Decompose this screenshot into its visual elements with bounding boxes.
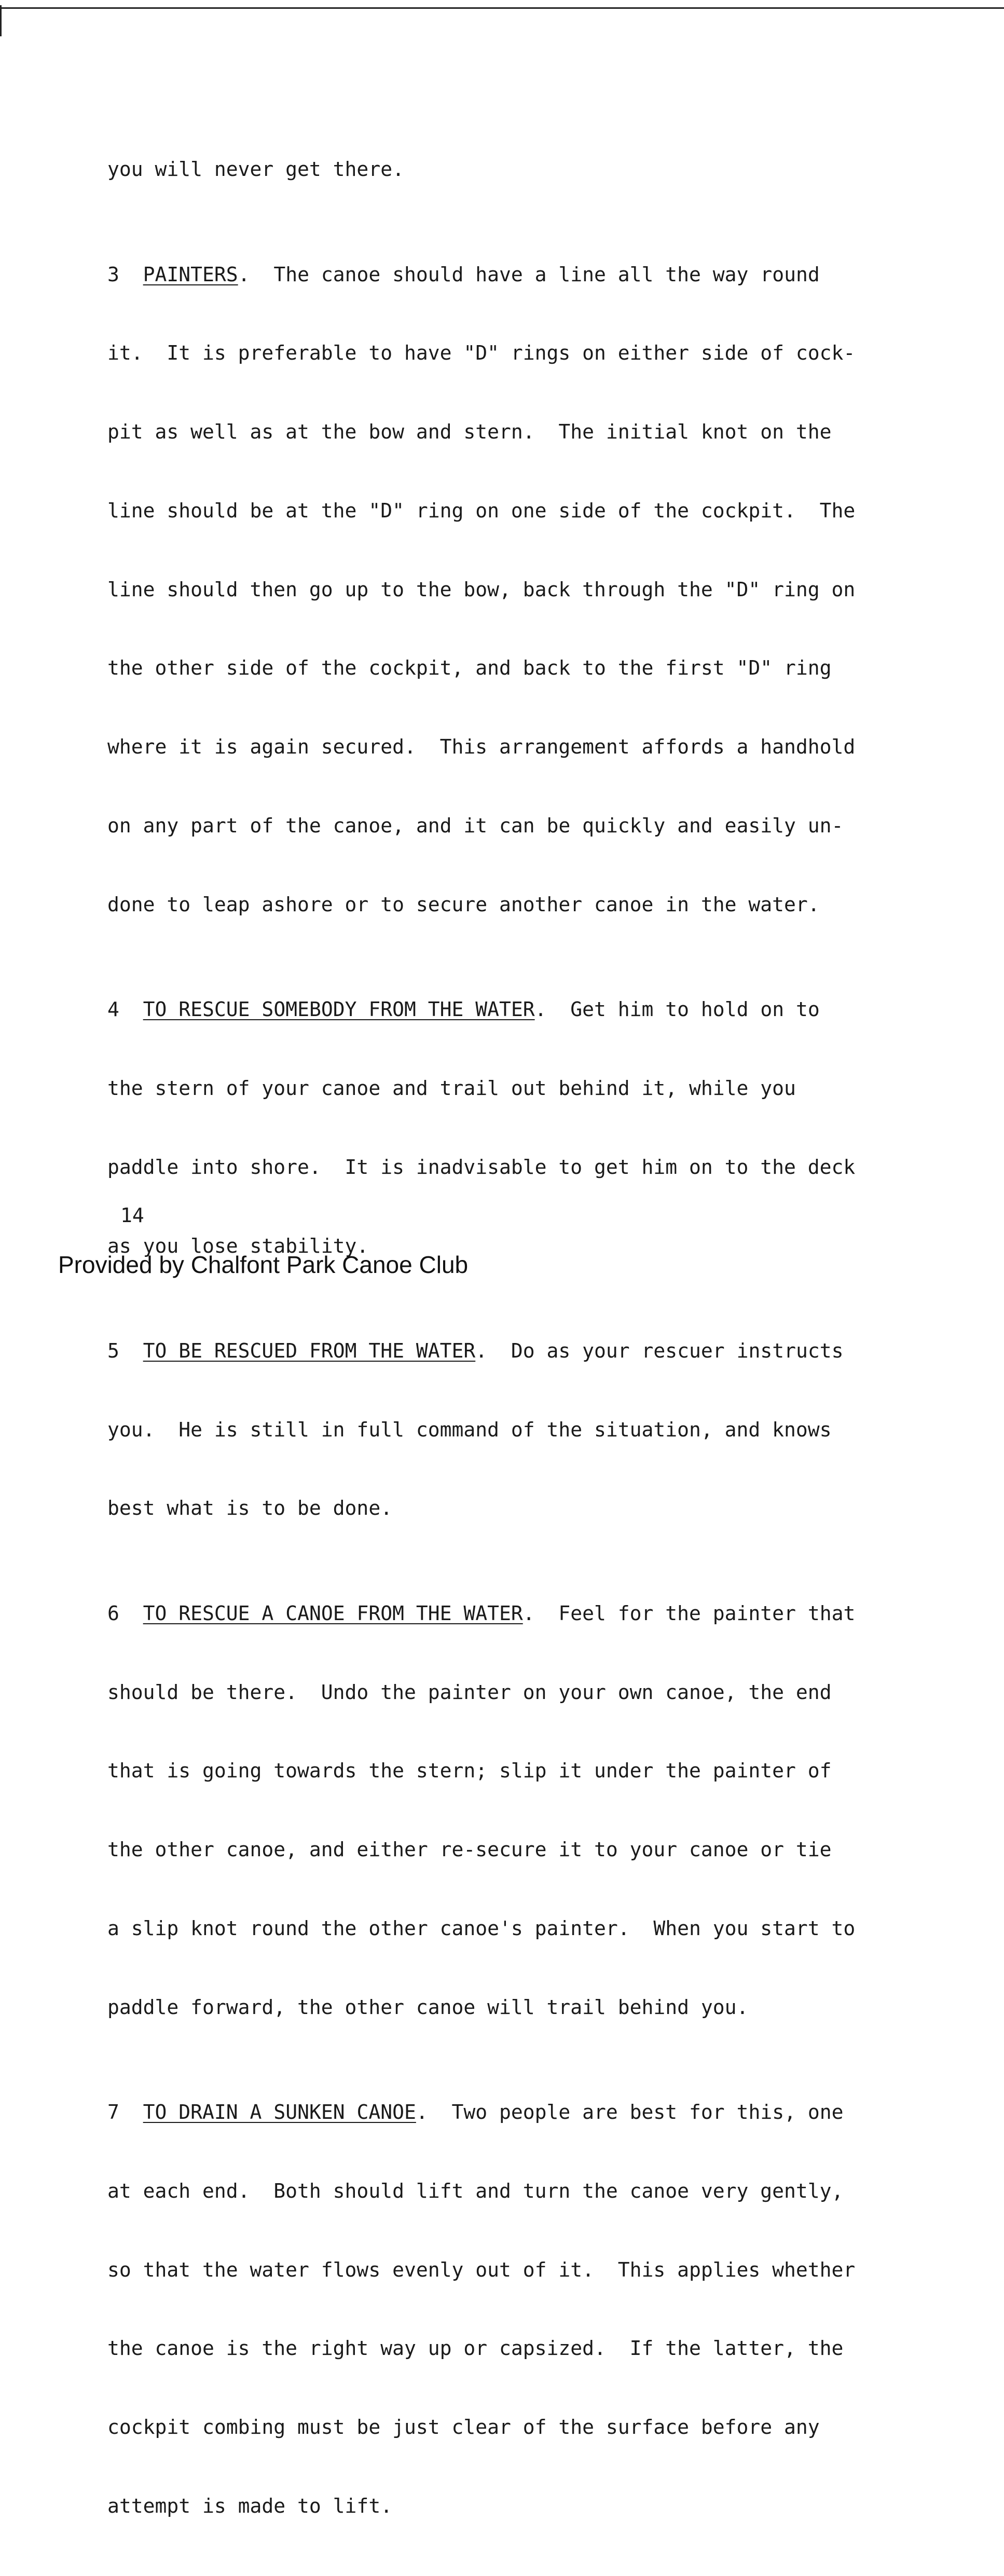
text-line: should be there. Undo the painter on your own canoe, the end xyxy=(107,1680,832,1704)
text-line: done to leap ashore or to secure another canoe in the water. xyxy=(107,893,820,916)
item-number: 6 xyxy=(107,1601,119,1625)
item-heading: PAINTERS xyxy=(143,263,238,286)
text-line: pit as well as at the bow and stern. The initial knot on the xyxy=(107,420,832,444)
item-heading: TO DRAIN A SUNKEN CANOE xyxy=(143,2101,416,2124)
text-line: the other canoe, and either re-secure it to your canoe or tie xyxy=(107,1838,832,1861)
text-line: you will never get there. xyxy=(107,158,404,181)
item-text: . Get him to hold on to xyxy=(534,998,820,1021)
text-line: the stern of your canoe and trail out behind it, while you xyxy=(107,1076,796,1100)
item-6-line xyxy=(107,1600,953,1627)
page-number: 14 xyxy=(120,1204,144,1227)
item-number: 3 xyxy=(107,263,119,286)
text-line: a slip knot round the other canoe's painter. When you start to xyxy=(107,1916,856,1940)
text-line: that is going towards the stern; slip it under the painter of xyxy=(107,1759,832,1783)
text-line: paddle forward, the other canoe will trail behind you. xyxy=(107,1995,749,2019)
text-line: so that the water flows evenly out of it. This applies whether xyxy=(107,2258,856,2281)
item-heading: TO BE RESCUED FROM THE WATER xyxy=(143,1339,476,1362)
text-line: line should then go up to the bow, back through the "D" ring on xyxy=(107,578,856,601)
item-7-line xyxy=(107,2099,953,2126)
text-line: line should be at the "D" ring on one side of the cockpit. The xyxy=(107,499,856,522)
item-text: . Do as your rescuer instructs xyxy=(475,1339,844,1362)
text-line: as you lose stability. xyxy=(107,1234,369,1257)
text-line: at each end. Both should lift and turn the canoe very gently, xyxy=(107,2179,844,2202)
item-4-line xyxy=(107,996,953,1023)
text-line: it. It is preferable to have "D" rings on either side of cock- xyxy=(107,341,856,365)
corner-mark xyxy=(0,5,7,36)
item-5-line xyxy=(107,1338,953,1364)
item-heading: TO RESCUE SOMEBODY FROM THE WATER xyxy=(143,998,535,1021)
document-body xyxy=(107,104,953,2576)
text-line: cockpit combing must be just clear of the surface before any xyxy=(107,2416,820,2439)
item-number: 7 xyxy=(107,2101,119,2124)
text-line: attempt is made to lift. xyxy=(107,2495,393,2518)
text-line: the other side of the cockpit, and back to the first "D" ring xyxy=(107,656,832,680)
item-text: . The canoe should have a line all the way round xyxy=(238,263,820,286)
item-3-line xyxy=(107,262,953,288)
top-rule xyxy=(0,0,1004,9)
item-text: . Feel for the painter that xyxy=(522,1601,856,1625)
item-number: 5 xyxy=(107,1339,119,1362)
text-line: on any part of the canoe, and it can be quickly and easily un- xyxy=(107,814,844,838)
item-heading: TO RESCUE A CANOE FROM THE WATER xyxy=(143,1601,523,1625)
item-text: . Two people are best for this, one xyxy=(416,2101,844,2124)
text-line: the canoe is the right way up or capsized. If the latter, the xyxy=(107,2337,844,2360)
text-line: best what is to be done. xyxy=(107,1497,393,1520)
text-line: where it is again secured. This arrangement affords a handhold xyxy=(107,735,856,759)
item-number: 4 xyxy=(107,998,119,1021)
footer-credit: Provided by Chalfont Park Canoe Club xyxy=(58,1251,469,1278)
text-line: you. He is still in full command of the situation, and knows xyxy=(107,1418,832,1441)
text-line: paddle into shore. It is inadvisable to get him on to the deck xyxy=(107,1155,856,1179)
